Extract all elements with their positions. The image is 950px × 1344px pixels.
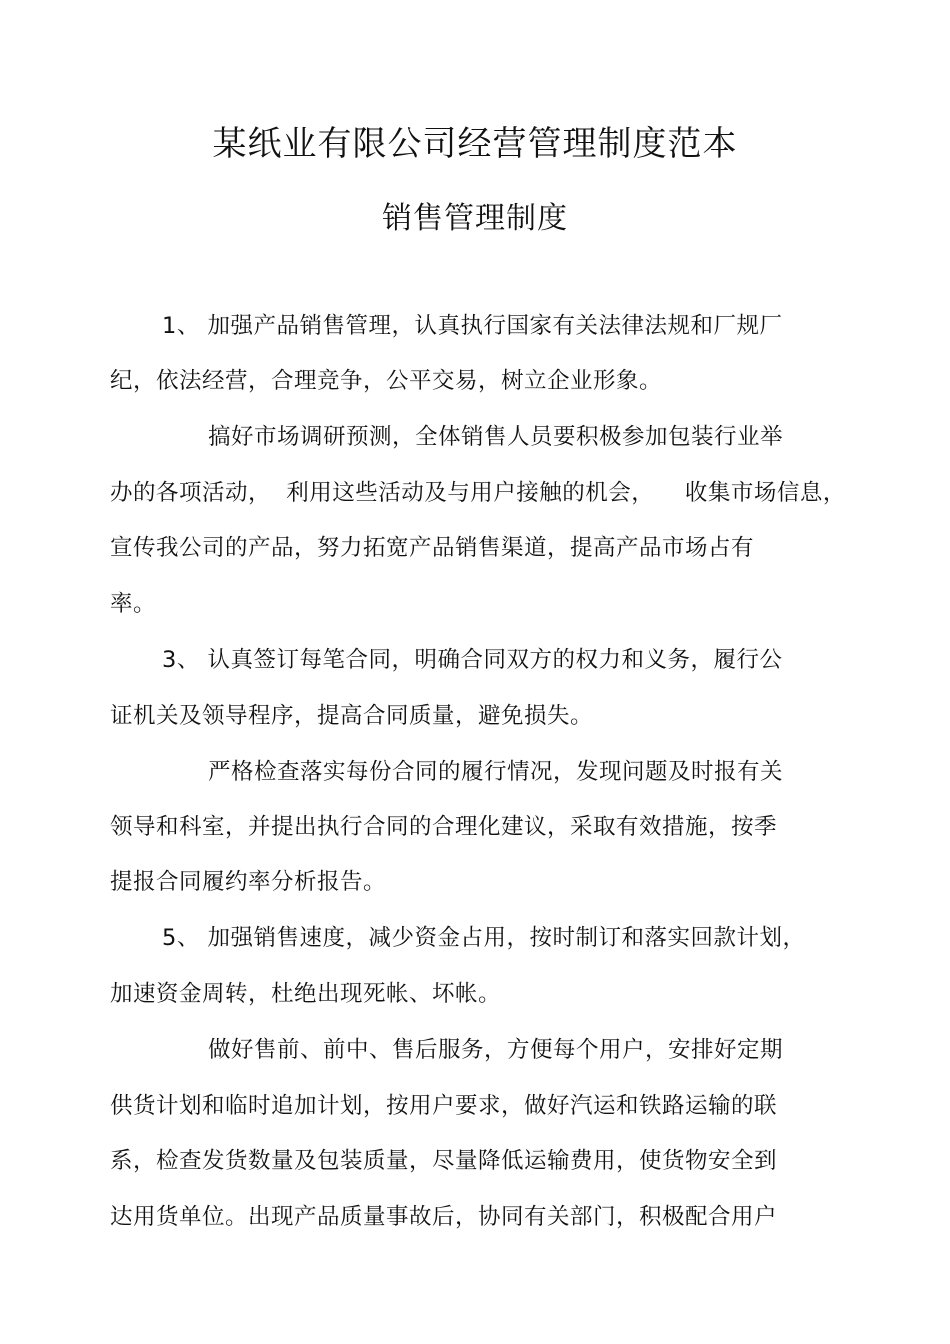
paragraph-line: 达用货单位。出现产品质量事故后，协同有关部门，积极配合用户 xyxy=(110,1204,778,1230)
paragraph-line: 搞好市场调研预测，全体销售人员要积极参加包装行业举 xyxy=(208,424,784,450)
paragraph-line: 纪，依法经营，合理竞争，公平交易，树立企业形象。 xyxy=(110,368,663,394)
paragraph-line: 办的各项活动， 利用这些活动及与用户接触的机会， 收集市场信息， xyxy=(110,480,846,506)
paragraph-line: 供货计划和临时追加计划，按用户要求，做好汽运和铁路运输的联 xyxy=(110,1093,778,1119)
paragraph-line: 宣传我公司的产品，努力拓宽产品销售渠道，提高产品市场占有 xyxy=(110,535,755,561)
paragraph-line: 证机关及领导程序，提高合同质量，避免损失。 xyxy=(110,703,594,729)
paragraph-line: 系，检查发货数量及包装质量，尽量降低运输费用，使货物安全到 xyxy=(110,1148,778,1174)
paragraph-line: 做好售前、前中、售后服务，方便每个用户，安排好定期 xyxy=(208,1037,784,1063)
paragraph-line: 1、 加强产品销售管理，认真执行国家有关法律法规和厂规厂 xyxy=(162,313,783,339)
paragraph-line: 率。 xyxy=(110,591,157,617)
section-title: 销售管理制度 xyxy=(382,201,568,236)
paragraph-line: 加速资金周转，杜绝出现死帐、坏帐。 xyxy=(110,981,502,1007)
paragraph-line: 5、 加强销售速度，减少资金占用，按时制订和落实回款计划， xyxy=(162,925,806,951)
paragraph-line: 严格检查落实每份合同的履行情况，发现问题及时报有关 xyxy=(208,759,784,785)
paragraph-line: 领导和科室，并提出执行合同的合理化建议，采取有效措施，按季 xyxy=(110,814,778,840)
paragraph-line: 3、 认真签订每笔合同，明确合同双方的权力和义务，履行公 xyxy=(162,647,783,673)
paragraph-line: 提报合同履约率分析报告。 xyxy=(110,869,387,895)
document-title: 某纸业有限公司经营管理制度范本 xyxy=(212,124,738,164)
